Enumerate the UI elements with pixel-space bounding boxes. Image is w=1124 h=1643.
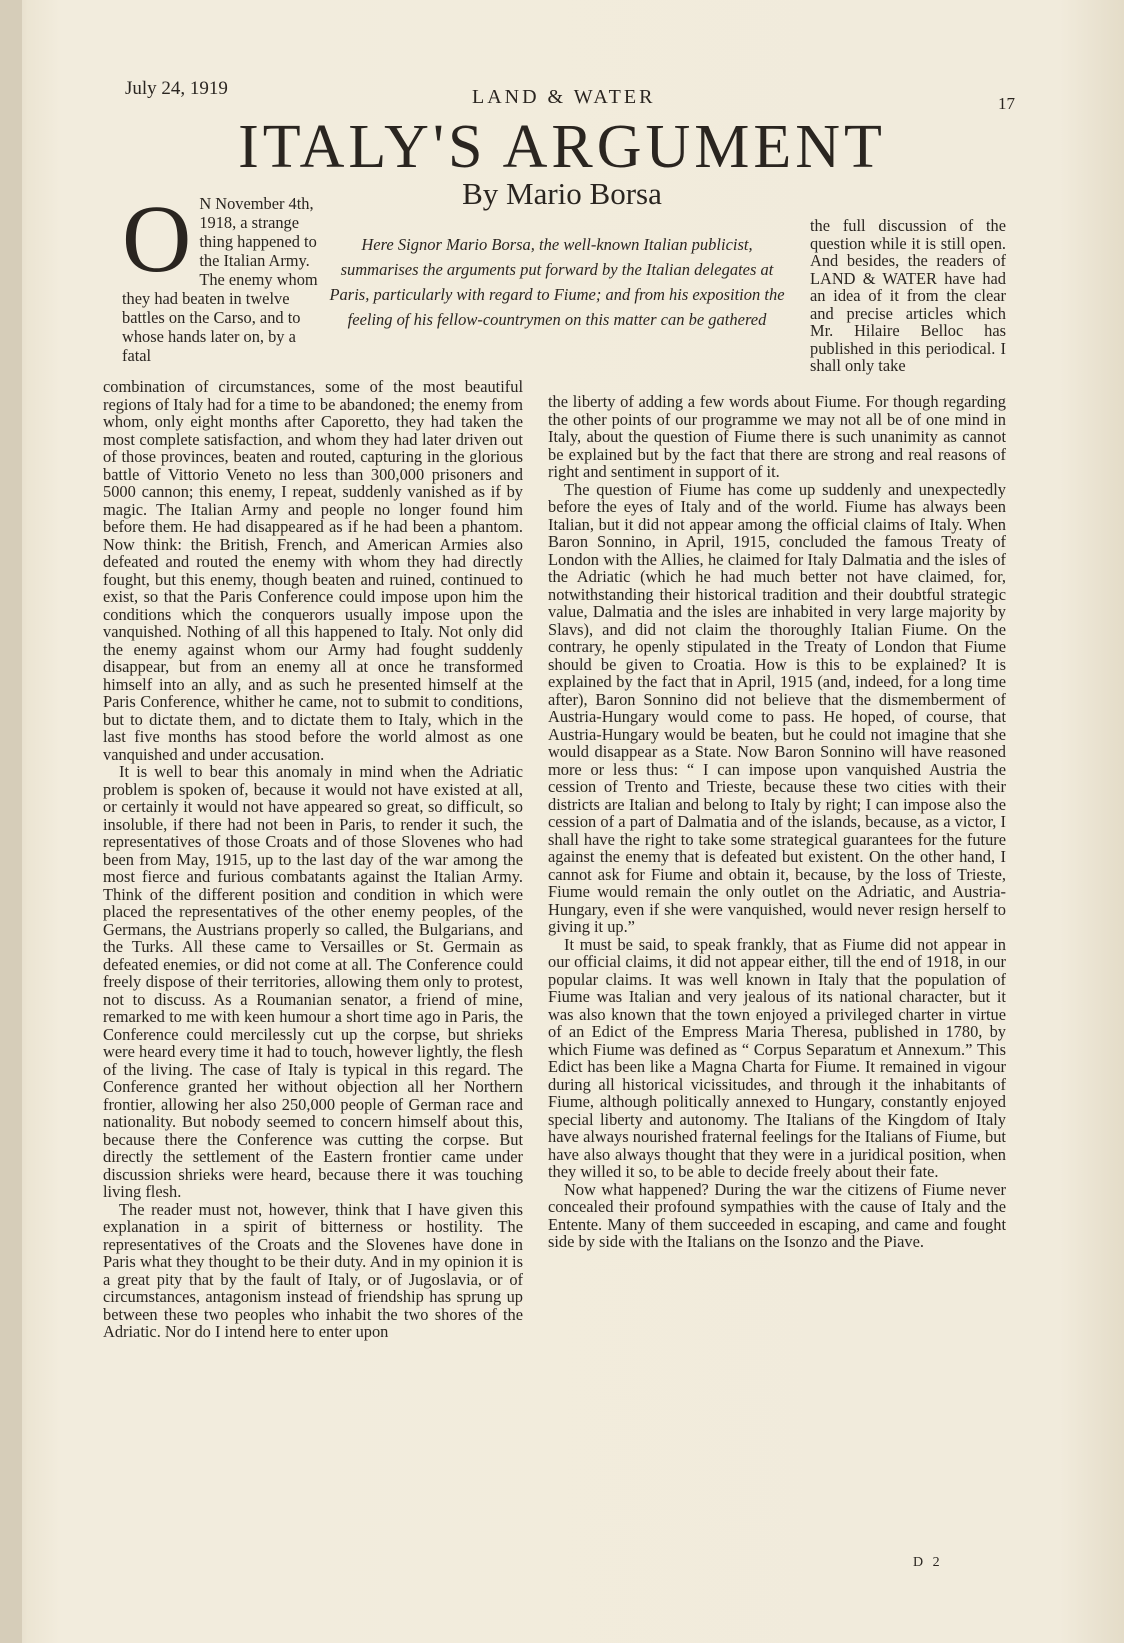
body-paragraph: the liberty of adding a few words about Fiume. For though regarding the other points of our programme we may not all be of one mind in Italy, about the question of Fiume there is such unanimity as cannot be explained but by the fact that there are strong and real reasons of right and sentiment in support of it. <box>548 392 1006 481</box>
issue-date: July 24, 1919 <box>125 78 228 99</box>
opening-paragraph <box>122 185 318 366</box>
drop-cap: O <box>122 185 192 292</box>
article-title: ITALY'S ARGUMENT <box>238 113 886 181</box>
column-right <box>548 393 1006 1251</box>
body-paragraph: the full discussion of the question while it is still open. And besides, the readers of LAND & WATER have had an idea of it from the clear and precise articles which Mr. Hilaire Belloc has published in this periodical. I shall only take <box>810 216 1006 375</box>
body-paragraph: The reader must not, however, think that I have given this explanation in a spirit of bitterness or hostility. The representatives of the Croats and the Slovenes have done in Paris what they thought to be their duty. And in my opinion it is a great pity that by the fault of Italy, or of Jugoslavia, or of circumstances, antagonism instead of friendship has sprung up between these two peoples who inhabit the two shores of the Adriatic. Nor do I intend here to enter upon <box>103 1199 523 1341</box>
publication-title: LAND & WATER <box>472 86 656 108</box>
body-paragraph: It is well to bear this anomaly in mind when the Adriatic problem is spoken of, because it would not have existed at all, or certainly it would not have appeared so great, so difficult, so insoluble, if there had not been in Paris, to render it such, the representatives of those Croats and of those Slovenes who had been from May, 1915, up to the last day of the war among the most fierce and furious combatants against the Italian Army. Think of the different position and condition in which were placed the representatives of the other enemy peoples, of the Germans, the Austrians properly so called, the Bulgarians, and the Turks. All these came to Versailles or St. Germain as defeated enemies, or did not come at all. The Conference could freely dispose of their territories, allowing them only to protest, not to discuss. As a Roumanian senator, a friend of mine, remarked to me with keen humour a short time ago in Paris, the Conference could mercilessly cut up the corpse, but shrieks were heard every time it had to touch, however lightly, the flesh of the living. The case of Italy is typical in this regard. The Conference granted her without objection all her Northern frontier, allowing her also 250,000 people of German race and nationality. But nobody seemed to concern himself about this, because there the Conference was cutting the corpse. But directly the settlement of the Eastern frontier came under discussion shrieks were heard, because there it was touching living flesh. <box>103 762 523 1201</box>
article-byline: By Mario Borsa <box>462 176 662 211</box>
body-paragraph: Now what happened? During the war the citizens of Fiume never concealed their profound sympathies with the cause of Italy and the Entente. Many of them succeeded in escaping, and came and fought side by side with the Italians on the Isonzo and the Piave. <box>548 1179 1006 1251</box>
body-paragraph: It must be said, to speak frankly, that as Fiume did not appear in our official claims, it did not appear either, till the end of 1918, in our popular claims. It was well known in Italy that the population of Fiume was Italian and very jealous of its national character, but it was also known that the town enjoyed a privileged charter in virtue of an Edict of the Empress Maria Theresa, published in 1780, by which Fiume was defined as “ Corpus Separatum et Annexum.” This Edict has been like a Magna Charta for Fiume. It remained in vigour during all historical vicissitudes, and through it the inhabitants of Fiume, although politically annexed to Hungary, constantly enjoyed special liberty and autonomy. The Italians of the Kingdom of Italy have always nourished fraternal feelings for the Italians of Fiume, but have also always thought that they were in a juridical position, when they willed it so, to be able to decide freely about their fate. <box>548 934 1006 1181</box>
signature-mark: D 2 <box>913 1555 943 1570</box>
body-paragraph: combination of circumstances, some of the most beautiful regions of Italy had for a time to be abandoned; the enemy from whom, only eight months after Caporetto, they had taken the most complete satisfaction, and whom they had later driven out of those provinces, beaten and routed, capturing in the glorious battle of Vittorio Veneto no less than 300,000 prisoners and 5000 cannon; this enemy, I repeat, suddenly vanished as if by magic. The Italian Army and people no longer found him before them. He had disappeared as if he had been a phantom. Now think: the British, French, and American Armies also defeated and routed the enemy with whom they had directly fought, but this enemy, though beaten and ruined, continued to exist, so that the Paris Conference could impose upon him the conditions which the conquerors usually impose upon the vanquished. Nothing of all this happened to Italy. Not only did the enemy against whom our Army had fought suddenly disappear, but from an enemy all at once he transformed himself into an ally, and as such he presented himself at the Paris Conference, whither he came, not to submit to conditions, but to dictate them, and to dictate them to Italy, which in the last five months has stood before the world almost as one vanquished and under accusation. <box>103 377 523 764</box>
page-binding-edge <box>0 0 22 1643</box>
page-number: 17 <box>998 94 1015 113</box>
article-intro: Here Signor Mario Borsa, the well-known Italian publicist, summarises the arguments put forward by the Italian delegates at Paris, particularly with regard to Fiume; and from his exposition the feeling of his fellow-countrymen on this matter can be gathered <box>329 235 785 329</box>
column-right-top <box>810 217 1006 375</box>
opening-text: N November 4th, 1918, a strange thing happened to the Italian Army. The enemy whom they had beaten in twelve battles on the Carso, and to whose hands later on, by a fatal <box>122 194 318 365</box>
column-left <box>103 378 523 1341</box>
body-paragraph: The question of Fiume has come up suddenly and unexpectedly before the eyes of Italy and of the world. Fiume has always been Italian, but it did not appear among the official claims of Italy. When Baron Sonnino, in April, 1915, concluded the famous Treaty of London with the Allies, he claimed for Italy Dalmatia and the isles of the Adriatic (which he had much better not have claimed, for, notwithstanding their historical tradition and their doubtful strategic value, Dalmatia and the isles are inhabited in very large majority by Slavs), and did not claim the thoroughly Italian Fiume. On the contrary, he openly stipulated in the Treaty of London that Fiume should be given to Croatia. How is this to be explained? It is explained by the fact that in April, 1915 (and, indeed, for a long time after), Baron Sonnino did not believe that the dismemberment of Austria-Hungary would come to pass. He hoped, of course, that Austria-Hungary would be beaten, but he could not imagine that she would disappear as a State. Now Baron Sonnino will have reasoned more or less thus: “ I can impose upon vanquished Austria the cession of Trento and Trieste, because these two cities with their districts are Italian and belong to Italy by right; I can impose also the cession of a part of Dalmatia and of the islands, because, as a victor, I shall have the right to take some strategical guarantees for the future against the enemy that is defeated but existent. On the other hand, I cannot ask for Fiume and obtain it, because, by the loss of Trieste, Fiume would remain the only outlet on the Adriatic, and Austria-Hungary, even if she were vanquished, would never resign herself to giving it up.” <box>548 479 1006 936</box>
